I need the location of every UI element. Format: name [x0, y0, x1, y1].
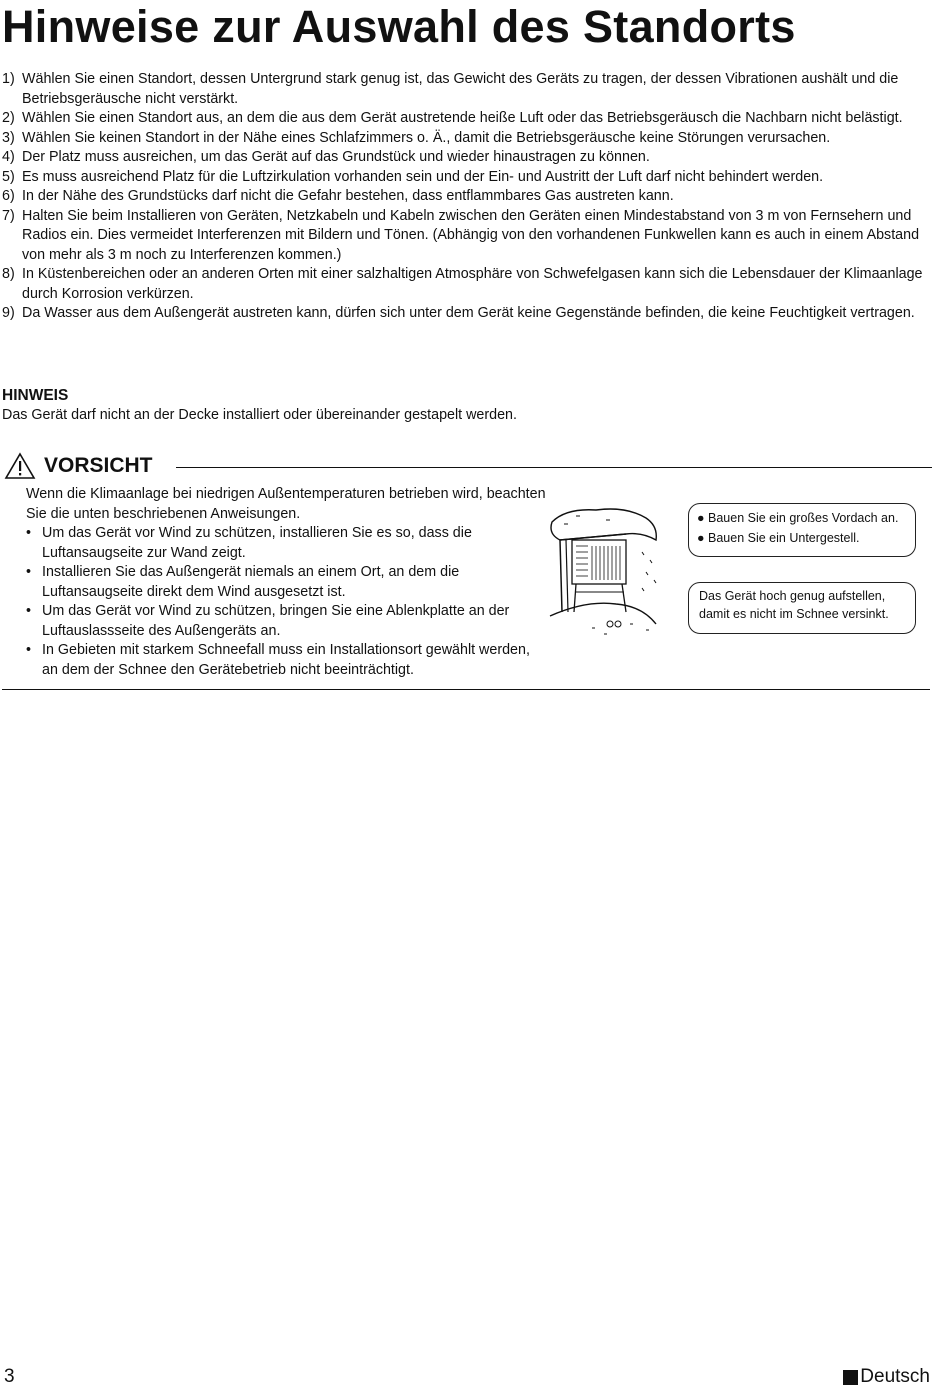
page-number: 3	[4, 1366, 15, 1387]
bullet-text: Installieren Sie das Außengerät niemals an einem Ort, an dem die Luftansaugseite direkt dem Wind ausgesetzt ist.	[42, 564, 460, 600]
item-number: 6)	[2, 188, 15, 204]
list-item	[2, 265, 937, 304]
note-block	[2, 386, 517, 425]
list-item	[2, 187, 937, 207]
page-title: Hinweise zur Auswahl des Standorts	[2, 1, 796, 52]
callout-line: ● Bauen Sie ein großes Vordach an.	[697, 511, 899, 525]
item-number: 8)	[2, 266, 15, 282]
item-text: In Küstenbereichen oder an anderen Orten mit einer salzhaltigen Atmosphäre von Schwefelgasen kann sich die Lebensdauer der Klimaanlage durch Korrosion verkürzen.	[22, 266, 923, 302]
item-text: Wählen Sie einen Standort aus, an dem die aus dem Gerät austretende heiße Luft oder das Betriebsgeräusch die Nachbarn nicht belästigt.	[22, 110, 903, 126]
callout-text: Das Gerät hoch genug aufstellen, damit es nicht im Schnee versinkt.	[699, 589, 889, 621]
note-heading: HINWEIS	[2, 387, 69, 404]
item-text: Wählen Sie keinen Standort in der Nähe eines Schlafzimmers o. Ä., damit die Betriebsgeräusche keine Störungen verursachen.	[22, 129, 831, 146]
item-number: 7)	[2, 207, 15, 224]
caution-header	[4, 452, 932, 480]
list-item: • Installieren Sie das Außengerät niemals an einem Ort, an dem die Luftansaugseite direkt dem Wind ausgesetzt ist.	[26, 563, 546, 602]
list-item	[2, 304, 937, 324]
item-number: 5)	[2, 168, 15, 185]
item-text: Wählen Sie einen Standort, dessen Untergrund stark genug ist, das Gewicht des Geräts zu tragen, der dessen Vibrationen aushält und die Betriebsgeräusche nicht verstärkt.	[22, 71, 899, 107]
item-number: 3)	[2, 129, 15, 146]
item-text: Da Wasser aus dem Außengerät austreten kann, dürfen sich unter dem Gerät keine Gegenstände befinden, die keine Feuchtigkeit vertragen.	[22, 305, 915, 321]
site-selection-list	[2, 70, 937, 324]
caution-heading: VORSICHT	[44, 454, 153, 477]
item-number: 4)	[2, 149, 15, 165]
caution-intro: Wenn die Klimaanlage bei niedrigen Außentemperaturen betrieben wird, beachten Sie die unten beschriebenen Anweisungen.	[26, 486, 546, 522]
bullet-text: In Gebieten mit starkem Schneefall muss ein Installationsort gewählt werden, an dem der Schnee den Gerätebetrieb nicht beeinträchtigt.	[42, 642, 530, 678]
list-item: • In Gebieten mit starkem Schneefall muss ein Installationsort gewählt werden, an dem der Schnee den Gerätebetrieb nicht beeinträchtigt.	[26, 641, 546, 680]
list-item	[2, 109, 937, 129]
item-number: 2)	[2, 110, 15, 126]
list-item	[2, 207, 937, 266]
item-number: 1)	[2, 71, 15, 87]
bullet-text: Um das Gerät vor Wind zu schützen, installieren Sie es so, dass die Luftansaugseite zur Wand zeigt.	[42, 525, 472, 561]
list-item	[2, 168, 937, 188]
callout-line: ● Bauen Sie ein Untergestell.	[697, 531, 860, 545]
language-label	[843, 1366, 930, 1388]
list-item	[2, 70, 937, 109]
item-text: Es muss ausreichend Platz für die Luftzirkulation vorhanden sein und der Ein- und Austritt der Luft darf nicht behindert werden.	[22, 168, 824, 185]
callout-canopy	[688, 503, 916, 557]
note-text: Das Gerät darf nicht an der Decke installiert oder übereinander gestapelt werden.	[2, 406, 517, 423]
item-number: 9)	[2, 305, 15, 321]
item-text: In der Nähe des Grundstücks darf nicht die Gefahr bestehen, dass entflammbares Gas austreten kann.	[22, 188, 674, 204]
item-text: Halten Sie beim Installieren von Geräten, Netzkabeln und Kabeln zwischen den Geräten einen Mindestabstand von 3 m von Fernsehern und Radios ein. Dies vermeidet Interferenzen mit Bildern und Tönen. (Abhängig von den vorhandenen Funkwellen kann es auch in einem Abstand von mehr als 3 m noch zu Interferenzen kommen.)	[22, 207, 920, 263]
callout-raise-unit	[688, 582, 916, 634]
language-text: Deutsch	[860, 1366, 930, 1387]
list-item: • Um das Gerät vor Wind zu schützen, bringen Sie eine Ablenkplatte an der Luftauslassseite des Außengeräts an.	[26, 602, 546, 641]
caution-rule	[176, 467, 932, 468]
snow-installation-illustration	[546, 500, 676, 640]
bullet-text: Um das Gerät vor Wind zu schützen, bringen Sie eine Ablenkplatte an der Luftauslassseite des Außengeräts an.	[42, 603, 510, 639]
square-bullet-icon	[843, 1370, 858, 1385]
list-item	[2, 148, 937, 168]
item-text: Der Platz muss ausreichen, um das Gerät auf das Grundstück und wieder hinaustragen zu können.	[22, 149, 650, 165]
list-item	[2, 129, 937, 149]
caution-body	[26, 485, 546, 680]
list-item: • Um das Gerät vor Wind zu schützen, installieren Sie es so, dass die Luftansaugseite zur Wand zeigt.	[26, 524, 546, 563]
section-divider	[2, 689, 930, 690]
warning-triangle-icon	[4, 452, 36, 480]
